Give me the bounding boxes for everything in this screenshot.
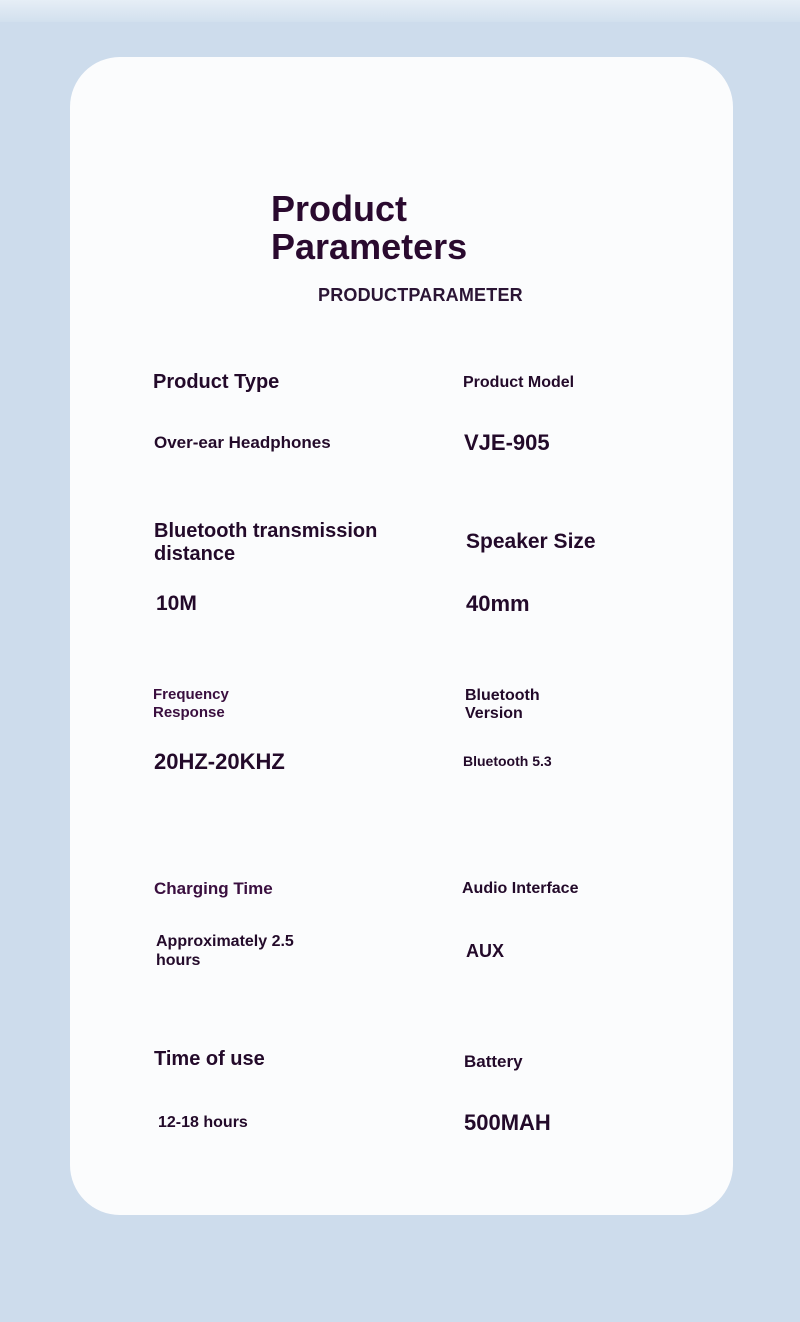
param-label-frequency-response: Frequency Response [153, 686, 229, 721]
param-label-audio-interface: Audio Interface [462, 880, 579, 897]
param-label-transmission-distance: Bluetooth transmission distance [154, 520, 378, 565]
param-label-product-type: Product Type [153, 371, 280, 393]
param-label-speaker-size: Speaker Size [466, 530, 596, 553]
param-value-bluetooth-version: Bluetooth 5.3 [463, 753, 552, 769]
param-value-product-model: VJE-905 [464, 430, 550, 455]
param-label-charging-time: Charging Time [154, 879, 273, 898]
param-value-frequency-response: 20HZ-20KHZ [154, 749, 285, 774]
param-label-bluetooth-version: Bluetooth Version [465, 687, 540, 722]
param-value-battery: 500MAH [464, 1110, 551, 1135]
param-value-audio-interface: AUX [466, 941, 505, 961]
param-label-battery: Battery [464, 1052, 523, 1071]
page-title: Product Parameters [271, 188, 468, 267]
param-value-transmission-distance: 10M [156, 592, 197, 615]
param-value-speaker-size: 40mm [466, 591, 530, 616]
top-band [0, 0, 800, 22]
param-value-charging-time: Approximately 2.5 hours [156, 933, 294, 969]
page-subtitle: PRODUCTPARAMETER [318, 285, 523, 305]
param-value-product-type: Over-ear Headphones [154, 433, 331, 452]
param-value-time-of-use: 12-18 hours [158, 1114, 248, 1131]
param-label-product-model: Product Model [463, 374, 575, 391]
param-label-time-of-use: Time of use [154, 1048, 265, 1070]
